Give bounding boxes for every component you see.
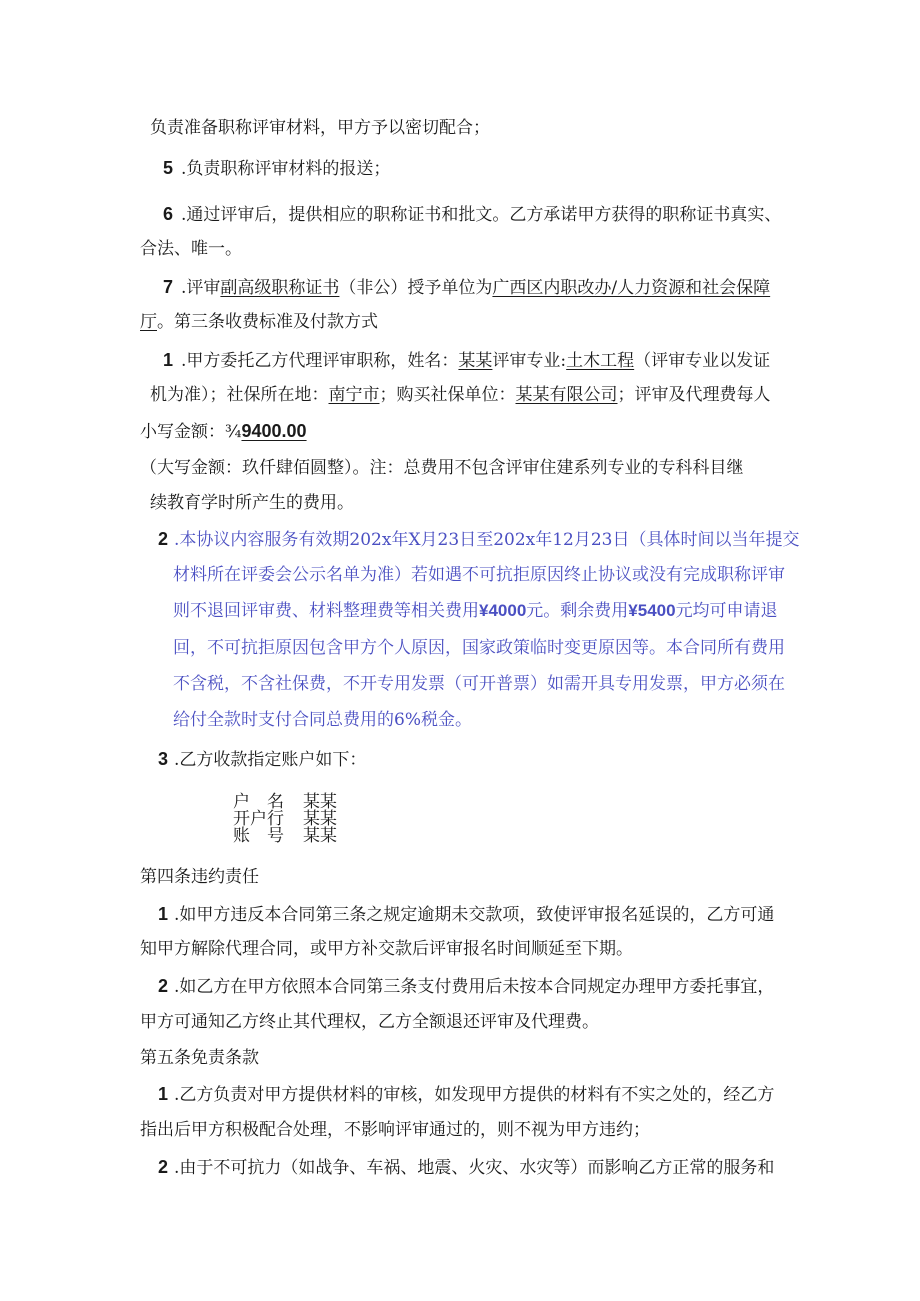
text: 元。剩余费用 xyxy=(526,601,629,621)
breach-item-1-cont: 知甲方解除代理合同，或甲方补交款后评审报名时间顺延至下期。 xyxy=(140,939,633,959)
breach-item-2-cont: 甲方可通知乙方终止其代理权，乙方全额退还评审及代理费。 xyxy=(140,1012,599,1032)
awarding-unit-cont: 厅 xyxy=(140,312,157,332)
fee-note-cont: 续教育学时所产生的费用。 xyxy=(150,493,354,513)
major-note: （评审专业以发证 xyxy=(634,351,771,371)
item-text: .本协议内容服务有效期202x年X月23日至202x年12月23日（具体时间以当年提交 xyxy=(174,530,800,550)
fee-amount-words: （大写金额：玖仟肆佰圆整）。注：总费用不包含评审住建系列专业的专科科目继 xyxy=(140,458,744,478)
item-number: 2 xyxy=(158,529,169,549)
breach-item-1 xyxy=(158,903,774,926)
article-3-heading: 。第三条收费标准及付款方式 xyxy=(157,312,378,332)
item-text: .负责职称评审材料的报送； xyxy=(181,159,391,179)
refundable-fee: ¥5400 xyxy=(628,601,676,620)
clause-item-6-cont: 合法、唯一。 xyxy=(140,239,242,259)
account-row-number xyxy=(233,828,337,845)
item-number: 1 xyxy=(158,1084,169,1104)
fee-item-2-line6: 给付全款时支付合同总费用的6%税金。 xyxy=(173,710,472,730)
item-text: .乙方负责对甲方提供材料的审核，如发现甲方提供的材料有不实之处的，经乙方 xyxy=(174,1085,775,1105)
account-value: 某某 xyxy=(303,826,337,846)
item-text-pre: .评审 xyxy=(181,278,221,298)
item-number: 7 xyxy=(163,277,174,297)
article-5-heading: 第五条免责条款 xyxy=(140,1048,259,1068)
amount-label: 小写金额：¾ xyxy=(140,422,242,442)
item-text: .由于不可抗力（如战争、车祸、地震、火灾、水灾等）而影响乙方正常的服务和 xyxy=(174,1158,775,1178)
employer-company: 某某有限公司 xyxy=(515,385,618,405)
fee-item-2-line5: 不含税，不含社保费，不开专用发票（可开普票）如需开具专用发票，甲方必须在 xyxy=(173,674,785,694)
account-value: 某某 xyxy=(303,809,337,829)
major-value: 土木工程 xyxy=(566,351,635,371)
item-text: .通过评审后，提供相应的职称证书和批文。乙方承诺甲方获得的职称证书真实、 xyxy=(181,205,782,225)
fee-item-2 xyxy=(158,528,800,551)
fee-item-1-line2 xyxy=(150,384,771,406)
clause-item-7-cont xyxy=(140,311,378,333)
non-refundable-fee: ¥4000 xyxy=(479,601,527,620)
text: ；评审及代理费每人 xyxy=(617,385,771,405)
account-value: 某某 xyxy=(303,792,337,812)
item-text: .乙方收款指定账户如下： xyxy=(174,750,367,770)
item-text: .如甲方违反本合同第三条之规定逾期未交款项，致使评审报名延误的，乙方可通 xyxy=(174,905,775,925)
item-text-mid: （非公）授予单位为 xyxy=(339,278,493,298)
item-number: 1 xyxy=(158,904,169,924)
paragraph-continuation: 负责准备职称评审材料，甲方予以密切配合； xyxy=(150,118,490,138)
item-number: 1 xyxy=(163,350,174,370)
article-4-heading: 第四条违约责任 xyxy=(140,867,259,887)
fee-item-3 xyxy=(158,748,366,771)
account-label: 账 号 xyxy=(233,826,284,846)
text: 元均可申请退 xyxy=(675,601,778,621)
fee-item-2-line3 xyxy=(173,600,778,622)
account-label: 开户行 xyxy=(233,809,284,829)
item-number: 5 xyxy=(163,158,174,178)
text: ；购买社保单位： xyxy=(379,385,516,405)
client-name: 某某 xyxy=(458,351,493,371)
item-number: 2 xyxy=(158,1157,169,1177)
clause-item-5 xyxy=(163,157,390,180)
text: 机为准）；社保所在地： xyxy=(150,385,329,405)
breach-item-2 xyxy=(158,975,774,998)
item-text: .如乙方在甲方依照本合同第三条支付费用后未按本合同规定办理甲方委托事宜， xyxy=(174,977,775,997)
account-label: 户 名 xyxy=(233,792,284,812)
text: 则不退回评审费、材料整理费等相关费用 xyxy=(173,601,479,621)
fee-item-2-line2: 材料所在评委会公示名单为准）若如遇不可抗拒原因终止协议或没有完成职称评审 xyxy=(173,565,785,585)
exemption-item-1-cont: 指出后甲方积极配合处理，不影响评审通过的，则不视为甲方违约； xyxy=(140,1120,650,1140)
clause-item-6 xyxy=(163,203,781,226)
awarding-unit: 广西区内职改办/人力资源和社会保障 xyxy=(492,278,771,298)
item-number: 2 xyxy=(158,976,169,996)
exemption-item-1 xyxy=(158,1083,774,1106)
fee-item-2-line4: 回，不可抗拒原因包含甲方个人原因，国家政策临时变更原因等。本合同所有费用 xyxy=(173,638,785,658)
fee-amount-line xyxy=(140,420,307,443)
item-number: 6 xyxy=(163,204,174,224)
item-number: 3 xyxy=(158,749,169,769)
item-text: .甲方委托乙方代理评审职称，姓名： xyxy=(181,351,459,371)
fee-item-1 xyxy=(163,349,770,372)
major-label: 评审专业: xyxy=(492,351,567,371)
social-security-city: 南宁市 xyxy=(328,385,380,405)
clause-item-7 xyxy=(163,276,770,299)
certificate-title: 副高级职称证书 xyxy=(220,278,340,298)
fee-amount: 9400.00 xyxy=(241,421,307,441)
exemption-item-2 xyxy=(158,1156,774,1179)
